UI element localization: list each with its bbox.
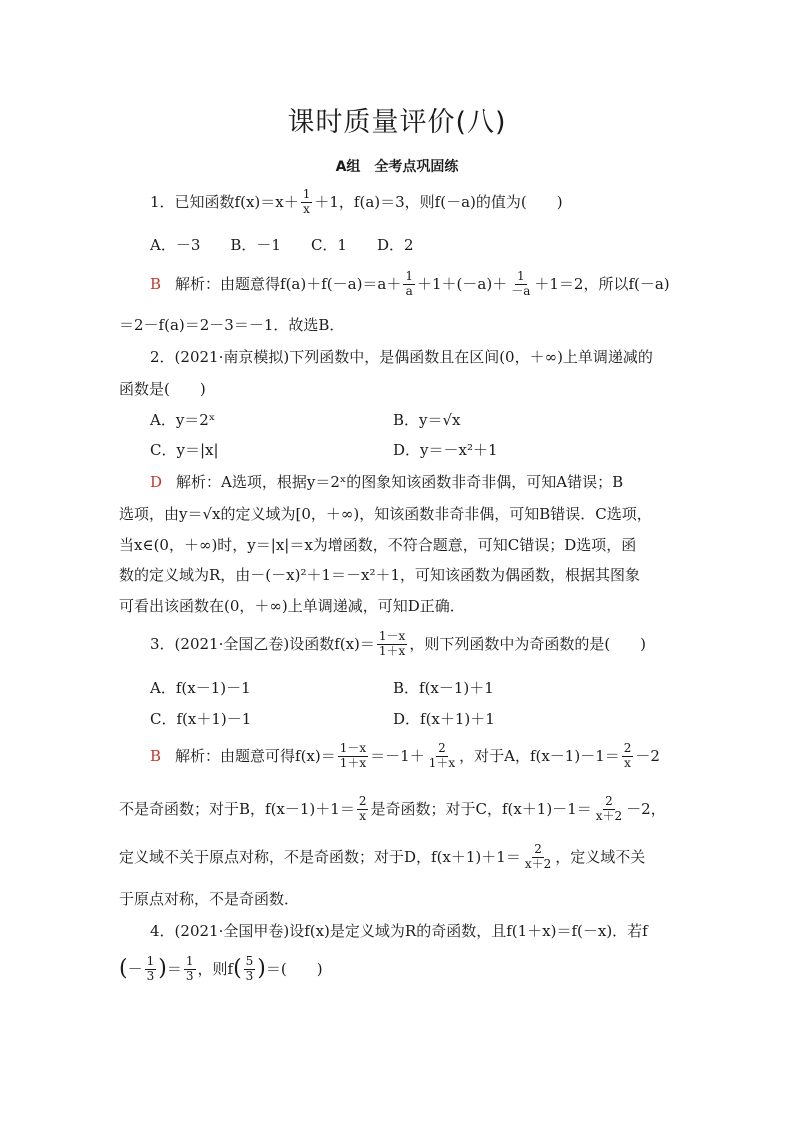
fraction-numerator: 1 xyxy=(146,954,155,968)
solution-text: 解析：由题意可得f(x)＝ xyxy=(175,746,336,765)
fraction xyxy=(509,270,532,299)
equals-sign: ＝ xyxy=(166,959,182,978)
solution-text: 是奇函数；对于C，f(x＋1)－1＝ xyxy=(370,799,592,818)
fraction-numerator: 1 xyxy=(185,954,194,968)
solution-text: ，定义域不关 xyxy=(555,847,646,866)
fraction-denominator: 3 xyxy=(185,968,194,983)
close-paren: ) xyxy=(158,956,167,982)
fraction xyxy=(244,955,256,984)
question-3-solution-line-4: 于原点对称，不是奇函数． xyxy=(119,890,300,908)
question-2-stem-line-1: 2．(2021·南京模拟)下列函数中，是偶函数且在区间(0，＋∞)上单调递减的 xyxy=(150,348,653,366)
fraction xyxy=(357,795,369,824)
fraction xyxy=(377,630,407,659)
question-2-answer: D xyxy=(150,473,163,491)
question-2-solution-line-2: 选项，由y＝√x的定义域为[0，＋∞)，知该函数非奇非偶，可知B错误．C选项， xyxy=(119,505,652,523)
fraction xyxy=(403,270,415,299)
question-2-solution-line-1 xyxy=(150,475,623,490)
fraction-denominator: x xyxy=(359,808,367,823)
question-2-solution-line-4: 数的定义域为R，由－(－x)²＋1＝－x²＋1，可知该函数为偶函数，根据其图象 xyxy=(119,566,641,584)
fraction-numerator: 2 xyxy=(438,741,446,755)
fraction-numerator: 2 xyxy=(605,794,613,808)
fraction-numerator: 2 xyxy=(534,842,542,856)
question-3-option-b: B．f(x－1)＋1 xyxy=(393,679,494,697)
fraction-denominator: 3 xyxy=(245,968,254,983)
question-1-options: A．－3 B．－1 C．1 D．2 xyxy=(150,236,414,254)
question-1-stem xyxy=(150,188,563,217)
question-2-option-b: B．y＝√x xyxy=(393,411,461,429)
fraction-denominator: －a xyxy=(511,283,531,298)
solution-text: ，则f xyxy=(197,959,234,978)
solution-text: ＋1＝2，所以f(－a) xyxy=(534,274,670,293)
question-2-solution-line-5: 可看出该函数在(0，＋∞)上单调递减，可知D正确． xyxy=(119,597,465,615)
group-heading: A组 全考点巩固练 xyxy=(335,159,459,175)
fraction-denominator: 1＋x xyxy=(378,643,406,658)
fraction xyxy=(427,742,457,771)
question-4-stem-line-1: 4．(2021·全国甲卷)设f(x)是定义域为R的奇函数，且f(1＋x)＝f(－x)．若f xyxy=(150,922,648,940)
solution-text: －2， xyxy=(626,799,666,818)
question-3-solution-line-1 xyxy=(150,742,660,771)
question-1-stem-part-a: 1．已知函数f(x)＝x＋ xyxy=(150,192,299,211)
fraction-denominator: x xyxy=(303,201,310,216)
fraction xyxy=(338,742,368,771)
solution-text: ＝－1＋ xyxy=(370,746,425,765)
fraction xyxy=(622,742,634,771)
fraction-denominator: 1＋x xyxy=(428,755,456,770)
solution-text: －2 xyxy=(635,746,660,765)
fraction-numerator: 1－x xyxy=(378,629,406,643)
question-2-option-c: C．y＝|x| xyxy=(150,441,219,459)
solution-text: 不是奇函数；对于B，f(x－1)＋1＝ xyxy=(119,799,355,818)
fraction xyxy=(184,955,196,984)
open-paren: ( xyxy=(119,956,128,982)
question-3-stem-part-b: ，则下列函数中为奇函数的是( ) xyxy=(409,634,647,653)
question-1-answer: B xyxy=(150,274,162,293)
fraction xyxy=(594,795,624,824)
fraction-denominator: 3 xyxy=(146,968,155,983)
fraction-numerator: 2 xyxy=(623,741,632,755)
question-1-solution-line-2: ＝2－f(a)＝2－3＝－1．故选B． xyxy=(119,316,345,334)
solution-text: 解析：A选项，根据y＝2ˣ的图象知该函数非奇非偶，可知A错误；B xyxy=(176,473,624,491)
solution-text: ，对于A，f(x－1)－1＝ xyxy=(459,746,620,765)
question-1-stem-part-b: ＋1，f(a)＝3，则f(－a)的值为( ) xyxy=(314,192,563,211)
question-2-solution-line-3: 当x∈(0，＋∞)时，y＝|x|＝x为增函数，不符合题意，可知C错误；D选项，函 xyxy=(119,536,637,554)
fraction-denominator: x＋2 xyxy=(524,856,552,871)
open-paren: ( xyxy=(233,956,242,982)
solution-text: 解析：由题意得f(a)＋f(－a)＝a＋ xyxy=(175,274,402,293)
fraction-numerator: 1 xyxy=(302,187,311,201)
page-title: 课时质量评价(八) xyxy=(287,107,507,138)
question-3-stem-part-a: 3．(2021·全国乙卷)设函数f(x)＝ xyxy=(150,634,375,653)
fraction-denominator: 1＋x xyxy=(339,755,367,770)
fraction-numerator: 1 xyxy=(405,269,414,283)
fraction-denominator: a xyxy=(405,283,413,298)
question-1-solution xyxy=(150,270,670,299)
question-3-solution-line-2 xyxy=(119,795,666,824)
fraction-numerator: 1－x xyxy=(339,741,367,755)
solution-text: 定义域不关于原点对称，不是奇函数；对于D，f(x＋1)＋1＝ xyxy=(119,847,521,866)
question-3-option-a: A．f(x－1)－1 xyxy=(150,679,251,697)
question-2-stem-line-2: 函数是( ) xyxy=(119,380,206,398)
solution-text: ＋1＋(－a)＋ xyxy=(417,274,508,293)
question-3-option-d: D．f(x＋1)＋1 xyxy=(393,710,495,728)
close-paren: ) xyxy=(257,956,266,982)
question-3-solution-line-3 xyxy=(119,843,645,872)
answer-blank: ＝( ) xyxy=(265,959,323,978)
fraction-denominator: x xyxy=(624,755,631,770)
fraction xyxy=(145,955,157,984)
fraction xyxy=(301,188,313,217)
question-2-option-d: D．y＝－x²＋1 xyxy=(393,441,498,459)
fraction xyxy=(523,843,553,872)
question-4-stem-line-2 xyxy=(119,955,323,984)
fraction-numerator: 5 xyxy=(245,954,254,968)
fraction-numerator: 2 xyxy=(358,794,367,808)
question-3-stem xyxy=(150,630,646,659)
fraction-numerator: 1 xyxy=(516,269,525,283)
fraction-denominator: x＋2 xyxy=(595,808,623,823)
question-2-option-a: A．y＝2ˣ xyxy=(150,411,216,429)
question-3-option-c: C．f(x＋1)－1 xyxy=(150,710,252,728)
question-3-answer: B xyxy=(150,746,162,765)
minus-sign: － xyxy=(127,959,143,978)
